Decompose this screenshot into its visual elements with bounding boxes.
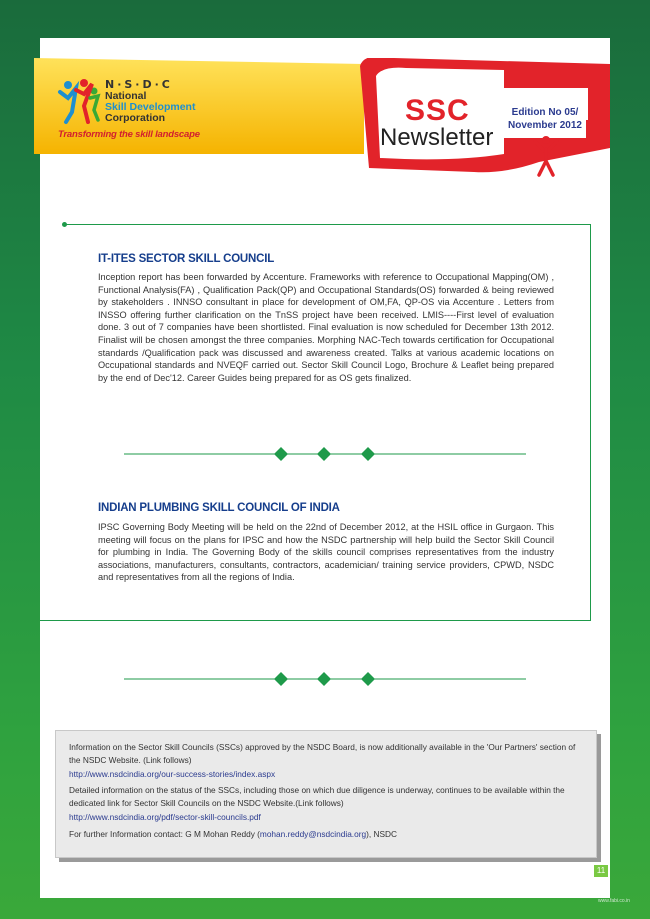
newsletter-title: Newsletter [380, 124, 494, 151]
contact-email-link[interactable]: mohan.reddy@nsdcindia.org [259, 829, 367, 839]
edition-label [504, 106, 586, 138]
contact-suffix: ), NSDC [366, 829, 397, 839]
nsdc-logo [54, 76, 254, 146]
logo-tagline: Transforming the skill landscape [58, 129, 200, 140]
diamond-divider [124, 447, 526, 461]
footer-url: www.fabi.co.in [598, 898, 630, 904]
person-icon [533, 135, 559, 177]
logo-line-corporation: Corporation [105, 112, 166, 124]
frame-bottom-rule [40, 620, 590, 621]
contact-prefix: For further Information contact: G M Mohan Reddy ( [69, 829, 260, 839]
contact-line [69, 828, 589, 841]
info-text-partners: Information on the Sector Skill Councils (SSCs) approved by the NSDC Board, is now additionally available in the 'Our Partners' section of the NSDC Website. (Link follows) [69, 742, 576, 765]
diamond-divider [124, 672, 526, 686]
section-body-it-ites: Inception report has been forwarded by Accenture. Frameworks with reference to Occupational Mapping(OM) , Functional Analysis(FA) , Qualification Pack(QP) and Occupational Standards(OS) forwarded & being reviewed by stakeholders . INNSO consultant in place for development of OM,FA, QP-OS via Accenture . Letters from INSSO offering further clarification on the TnSS project have been received. LMIS----First level of evaluation done. 3 out of 7 companies have been shortlisted. Final evaluation is now scheduled for December 13th 2012. Finalist will be chosen amongst the three companies. Morphing NAC-Tech towards certification for Occupational standards /Qualification pack was discussed and awareness created. Talks at various academic locations on Occupational standards and NVEQF carried out. Sector Skill Council Logo, Brochure & Leaflet being prepared by the end of Dec'12. Career Guides being prepared for as OS gets finalized. [98, 272, 554, 383]
ssc-title: SSC [405, 94, 470, 127]
nsdc-acronym: N·S·D·C [105, 78, 173, 91]
link-sector-skill-councils-pdf[interactable]: http://www.nsdcindia.org/pdf/sector-skill-councils.pdf [69, 812, 261, 822]
edition-number: Edition No 05/ [511, 107, 579, 118]
section-body-plumbing: IPSC Governing Body Meeting will be held on the 22nd of December 2012, at the HSIL office in Gurgaon. This meeting will focus on the plans for IPSC and how the NSDC partnership will help build the Sector Skill Council for plumbing in India. The Governing Body of the skills council comprises representatives from the industry associations, manufacturers, consultants, contractors, academician/ training service providers, CPWD, NSDC and representatives from all the regions of India. [98, 522, 554, 583]
section-title-plumbing: INDIAN PLUMBING SKILL COUNCIL OF INDIA [98, 502, 340, 514]
logo-line-national: National [105, 90, 147, 102]
info-box [55, 730, 597, 858]
section-title-it-ites: IT-ITES SECTOR SKILL COUNCIL [98, 253, 275, 265]
logo-line-skill-development: Skill Development [105, 101, 196, 113]
link-success-stories[interactable]: http://www.nsdcindia.org/our-success-stories/index.aspx [69, 769, 276, 779]
page-number: 11 [594, 865, 608, 877]
info-text-ssc-status: Detailed information on the status of the SSCs, including those on which due diligence is underway, continues to be available within the dedicated link for Sector Skill Councils on the NSDC Website.(Link follows) [69, 785, 565, 808]
nsdc-figures-icon [54, 76, 104, 126]
edition-date: November 2012 [508, 120, 582, 131]
